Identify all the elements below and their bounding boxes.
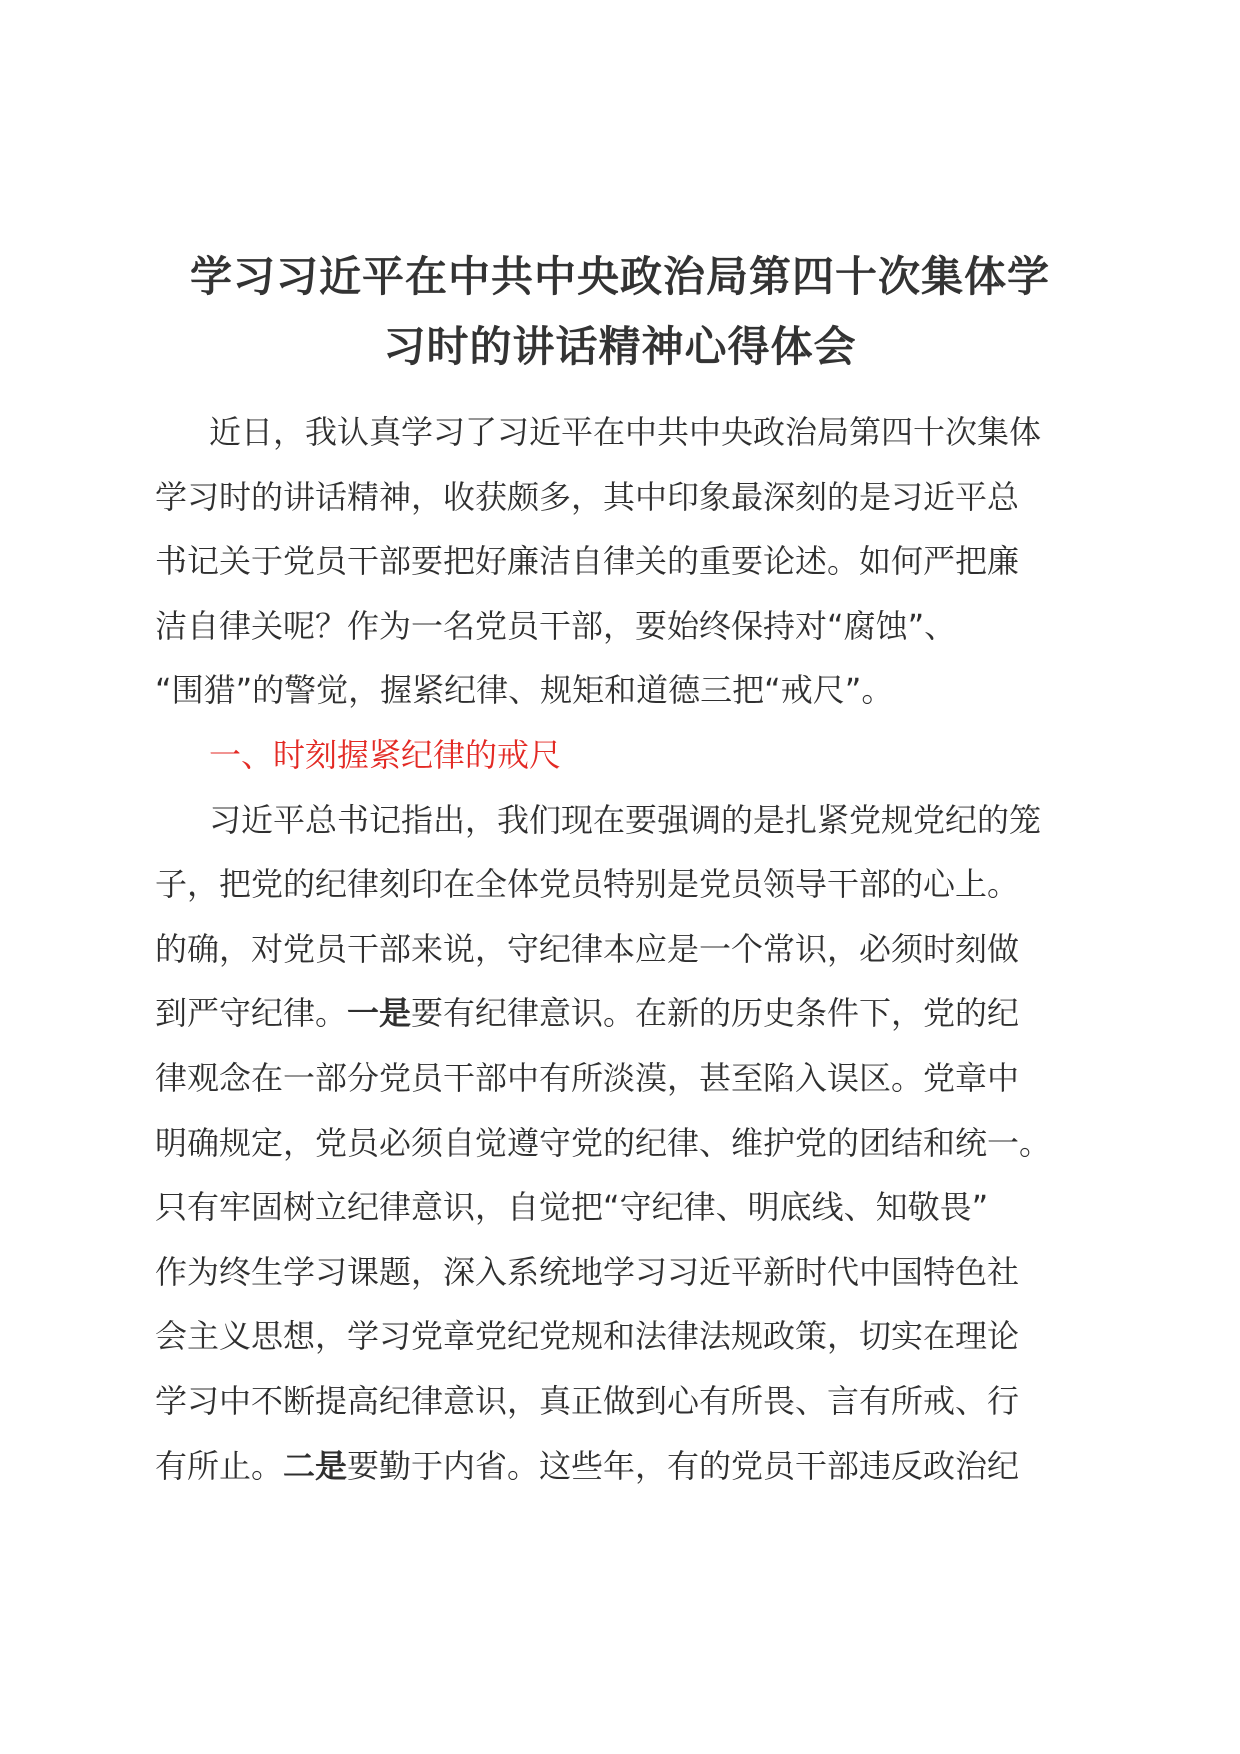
section1-line-1: 习近平总书记指出，我们现在要强调的是扎紧党规党纪的笼 — [209, 800, 1042, 839]
bold-marker-1: 一是 — [347, 994, 412, 1033]
section1-line-5: 律观念在一部分党员干部中有所淡漠，甚至陷入误区。党章中 — [155, 1058, 1020, 1097]
text-run: 有所止。 — [155, 1446, 284, 1485]
intro-line-3: 书记关于党员干部要把好廉洁自律关的重要论述。如何严把廉 — [155, 542, 1020, 581]
section1-line-3: 的确，对党员干部来说，守纪律本应是一个常识，必须时刻做 — [155, 929, 1020, 968]
title-line-2: 习时的讲话精神心得体会 — [383, 322, 857, 371]
bold-marker-2: 二是 — [283, 1446, 348, 1485]
document-body — [155, 400, 1085, 1498]
text-run: 要勤于内省。这些年，有的党员干部违反政治纪 — [347, 1446, 1020, 1485]
intro-line-5: “围猎”的警觉，握紧纪律、规矩和道德三把“戒尺”。 — [155, 671, 894, 710]
title-line-1: 学习习近平在中共中央政治局第四十次集体学 — [189, 252, 1050, 301]
text-run: 到严守纪律。 — [155, 994, 348, 1033]
intro-line-2: 学习时的讲话精神，收获颇多，其中印象最深刻的是习近平总 — [155, 477, 1020, 516]
intro-line-4: 洁自律关呢？作为一名党员干部，要始终保持对“腐蚀”、 — [155, 606, 957, 645]
section-heading-1: 一、时刻握紧纪律的戒尺 — [209, 735, 562, 774]
section1-line-6: 明确规定，党员必须自觉遵守党的纪律、维护党的团结和统一。 — [155, 1123, 1052, 1162]
section1-line-10: 学习中不断提高纪律意识，真正做到心有所畏、言有所戒、行 — [155, 1381, 1020, 1420]
document-title — [150, 242, 1090, 382]
text-run: 要有纪律意识。在新的历史条件下，党的纪 — [411, 994, 1020, 1033]
section1-line-9: 会主义思想，学习党章党纪党规和法律法规政策，切实在理论 — [155, 1317, 1020, 1356]
intro-line-1: 近日，我认真学习了习近平在中共中央政治局第四十次集体 — [209, 413, 1042, 451]
section1-line-2: 子，把党的纪律刻印在全体党员特别是党员领导干部的心上。 — [155, 865, 1020, 904]
section1-line-4 — [155, 981, 1085, 1046]
section1-line-11 — [155, 1434, 1085, 1499]
section1-line-8: 作为终生学习课题，深入系统地学习习近平新时代中国特色社 — [155, 1252, 1020, 1291]
section1-line-7: 只有牢固树立纪律意识，自觉把“守纪律、明底线、知敬畏” — [155, 1188, 989, 1227]
